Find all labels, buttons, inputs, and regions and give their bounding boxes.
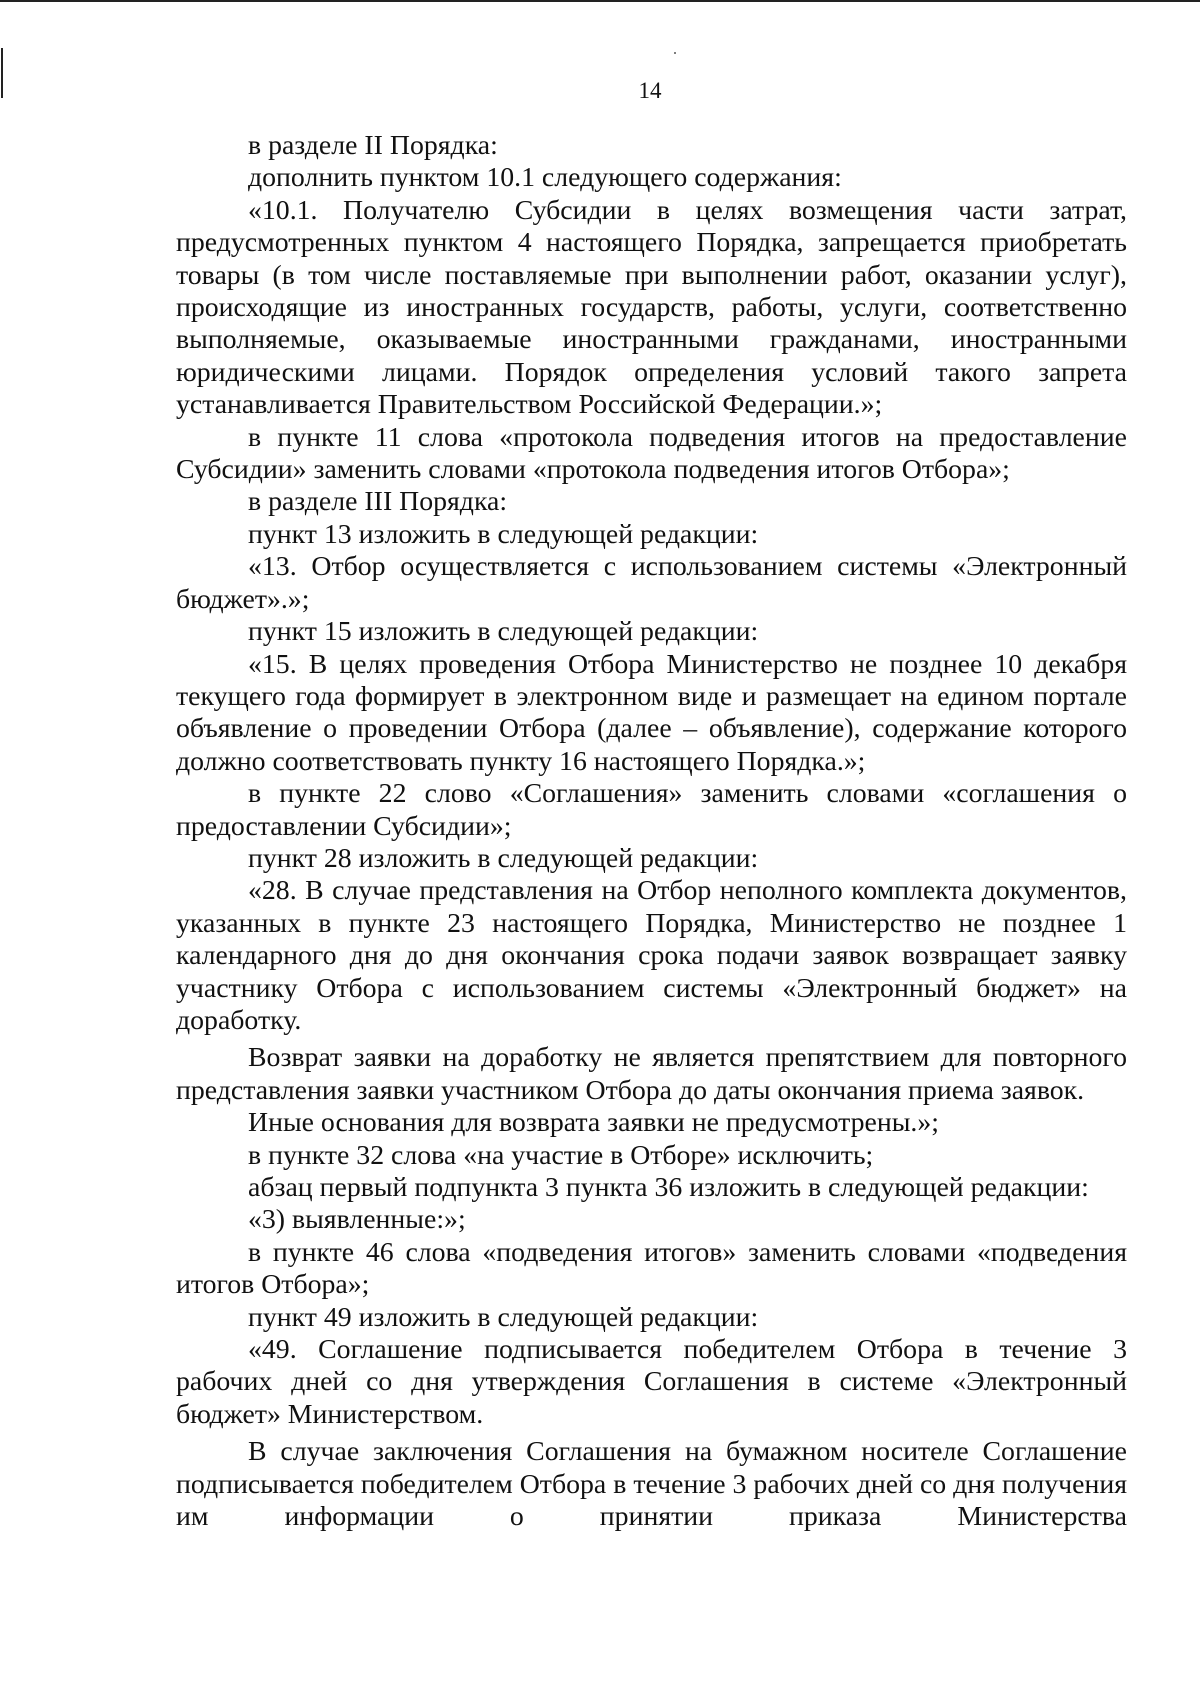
paragraph: «49. Соглашение подписывается победителем Отбора в течение 3 рабочих дней со дня утверждения Соглашения в системе «Электронный бюджет» Министерством. bbox=[176, 1334, 1127, 1430]
paragraph: «15. В целях проведения Отбора Министерство не позднее 10 декабря текущего года формирует в электронном виде и размещает на едином портале объявление о проведении Отбора (далее – объявление), содержание которого должно соответствовать пункту 16 настоящего Порядка.»; bbox=[176, 648, 1127, 777]
scan-speck bbox=[674, 52, 676, 54]
document-body bbox=[176, 130, 1127, 1533]
scan-top-edge bbox=[0, 0, 1200, 2]
paragraph: дополнить пунктом 10.1 следующего содержания: bbox=[248, 162, 842, 194]
paragraph: «13. Отбор осуществляется с использованием системы «Электронный бюджет».»; bbox=[176, 551, 1127, 615]
paragraph: «3) выявленные:»; bbox=[248, 1204, 466, 1236]
paragraph: пункт 15 изложить в следующей редакции: bbox=[248, 616, 759, 648]
paragraph: Возврат заявки на доработку не является препятствием для повторного представления заявки участником Отбора до даты окончания приема заявок. bbox=[176, 1042, 1127, 1106]
paragraph: пункт 49 изложить в следующей редакции: bbox=[248, 1301, 759, 1333]
paragraph: пункт 13 изложить в следующей редакции: bbox=[248, 518, 759, 550]
paragraph: Иные основания для возврата заявки не предусмотрены.»; bbox=[248, 1107, 939, 1139]
paragraph: «10.1. Получателю Субсидии в целях возмещения части затрат, предусмотренных пунктом 4 настоящего Порядка, запрещается приобретать товары (в том числе поставляемые при выполнении работ, оказании услуг), происходящие из иностранных государств, работы, услуги, соответственно выполняемые, оказываемые иностранными гражданами, иностранными юридическими лицами. Порядок определения условий такого запрета устанавливается Правительством Российской Федерации.»; bbox=[176, 194, 1127, 421]
paragraph: в пункте 32 слова «на участие в Отборе» исключить; bbox=[248, 1139, 874, 1171]
paragraph: абзац первый подпункта 3 пункта 36 изложить в следующей редакции: bbox=[248, 1172, 1089, 1203]
paragraph: пункт 28 изложить в следующей редакции: bbox=[248, 842, 759, 874]
paragraph: в пункте 22 слово «Соглашения» заменить словами «соглашения о предоставлении Субсидии»; bbox=[176, 778, 1127, 842]
page-number: 14 bbox=[638, 78, 662, 103]
paragraph: в пункте 11 слова «протокола подведения итогов на предоставление Субсидии» заменить словами «протокола подведения итогов Отбора»; bbox=[176, 421, 1127, 486]
paragraph: В случае заключения Соглашения на бумажном носителе Соглашение подписывается победителем Отбора в течение 3 рабочих дней со дня получения им информации о принятии приказа Министерства bbox=[176, 1436, 1127, 1533]
paragraph: в пункте 46 слова «подведения итогов» заменить словами «подведения итогов Отбора»; bbox=[176, 1236, 1127, 1301]
paragraph: в разделе III Порядка: bbox=[248, 486, 508, 518]
paragraph: в разделе II Порядка: bbox=[248, 130, 498, 161]
paragraph: «28. В случае представления на Отбор неполного комплекта документов, указанных в пункте 23 настоящего Порядка, Министерство не позднее 1 календарного дня до дня окончания срока подачи заявок возвращает заявку участнику Отбора с использованием системы «Электронный бюджет» на доработку. bbox=[176, 875, 1127, 1036]
